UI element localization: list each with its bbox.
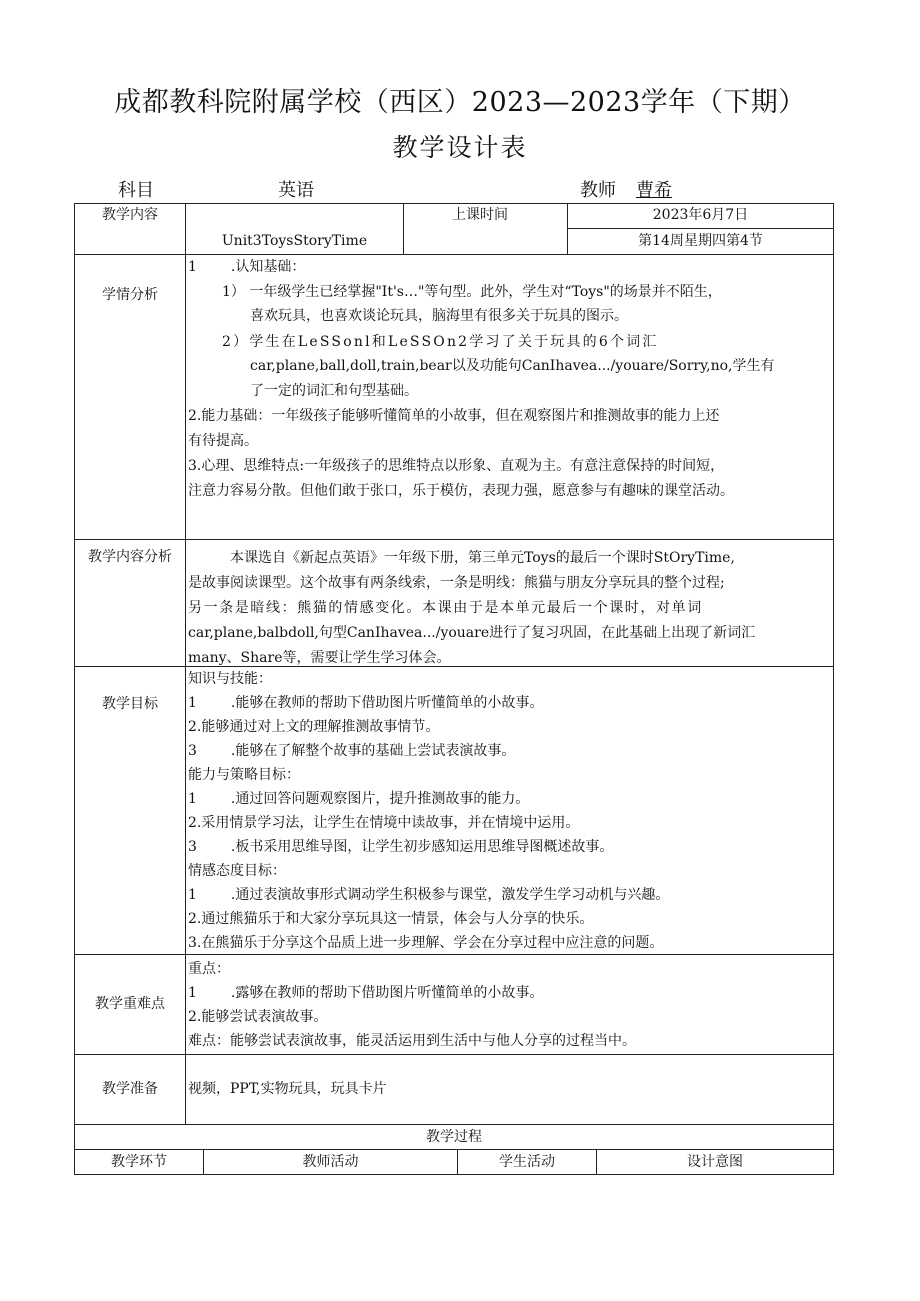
prep-value: 视频，PPT,实物玩具，玩具卡片 — [188, 1081, 387, 1097]
subject-label: 科目 — [118, 180, 154, 201]
process-title: 教学过程 — [426, 1129, 482, 1145]
class-date: 2023年6月7日 — [652, 207, 749, 223]
date-divider — [567, 228, 833, 229]
keypoints-label: 教学重难点 — [95, 996, 165, 1012]
goal-text: .能够在教师的帮助下借助图片听懂简单的小故事。 — [230, 695, 544, 711]
goal-text: .通过表演故事形式调动学生积极参与课堂，激发学生学习动机与兴趣。 — [230, 887, 670, 903]
goal-number: 1 — [188, 695, 197, 711]
content-analysis-line: car,plane,balbdoll,句型CanIhavea.../youare进行了复习巩固，在此基础上出现了新词汇 — [188, 625, 756, 641]
analysis-line — [188, 256, 305, 279]
analysis-line: 3.心理、思维特点:一年级孩子的思维特点以形象、直观为主。有意注意保持的时间短， — [188, 458, 725, 474]
goal-item: 3.在熊猫乐于分享这个品质上进一步理解、学会在分享过程中应注意的问题。 — [188, 935, 664, 951]
goal-item: 2.采用情景学习法，让学生在情境中读故事，并在情境中运用。 — [188, 815, 580, 831]
analysis-line: 2.能力基础：一年级孩子能够听懂简单的小故事，但在观察图片和推测故事的能力上还 — [188, 408, 720, 424]
goal-item — [188, 836, 613, 859]
keypoint-text: .露够在教师的帮助下借助图片听懂简单的小故事。 — [230, 985, 544, 1001]
content-analysis-line: 是故事阅读课型。这个故事有两条线索，一条是明线：熊猫与朋友分享玩具的整个过程; — [188, 575, 725, 591]
analysis-line: 有待提高。 — [188, 433, 258, 449]
goal-item: 2.能够通过对上文的理解推测故事情节。 — [188, 719, 440, 735]
prep-label: 教学准备 — [102, 1081, 158, 1097]
content-analysis-line: 另一条是暗线：熊猫的情感变化。本课由于是本单元最后一个课时，对单词 — [188, 600, 703, 616]
keypoint-item: 2.能够尝试表演故事。 — [188, 1009, 328, 1025]
analysis-line: 了一定的词汇和句型基础。 — [250, 383, 418, 399]
label-column-divider — [185, 203, 186, 1124]
analysis-line: 注意力容易分散。但他们敢于张口，乐于模仿，表现力强，愿意参与有趣味的课堂活动。 — [188, 483, 734, 499]
content-label: 教学内容 — [102, 207, 158, 223]
table-border-left — [74, 203, 75, 1175]
row-divider — [74, 1124, 833, 1125]
analysis-label: 学情分析 — [102, 287, 158, 303]
analysis-text: .认知基础： — [230, 259, 306, 275]
class-period: 第14周星期四第4节 — [638, 233, 763, 249]
goal-number: 1 — [188, 791, 197, 807]
goal-number: 1 — [188, 887, 197, 903]
keypoints-heading: 重点： — [188, 961, 230, 977]
teacher-label: 教师 — [580, 180, 616, 201]
document-title: 教学设计表 — [392, 133, 528, 162]
school-title: 成都教科院附属学校（西区）2023—2023学年（下期） — [114, 87, 806, 118]
goals-heading-ability: 能力与策略目标： — [188, 767, 300, 783]
goals-heading-attitude: 情感态度目标： — [188, 863, 286, 879]
goal-item — [188, 788, 529, 811]
process-col-intent: 设计意图 — [687, 1154, 743, 1170]
content-value: Unit3ToysStoryTime — [221, 233, 368, 249]
subject-value: 英语 — [278, 180, 314, 201]
table-border-right — [833, 203, 834, 1175]
class-time-label: 上课时间 — [452, 207, 508, 223]
goal-item — [188, 740, 515, 763]
keypoint-item — [188, 982, 543, 1005]
goal-number: 3 — [188, 839, 197, 855]
keypoint-number: 1 — [188, 985, 197, 1001]
process-col-teacher: 教师活动 — [302, 1154, 359, 1170]
table-border-bottom — [74, 1174, 833, 1175]
goal-text: .板书采用思维导图，让学生初步感知运用思维导图概述故事。 — [230, 839, 614, 855]
difficulty-text: 难点：能够尝试表演故事，能灵活运用到生活中与他人分享的过程当中。 — [188, 1033, 636, 1049]
analysis-number: 1 — [188, 259, 197, 275]
analysis-line: car,plane,ball,doll,train,bear以及功能句CanIhavea.../youare/Sorry,no,学生有 — [250, 358, 775, 374]
analysis-line: 2）学生在LeSSonl和LeSSOn2学习了关于玩具的6个词汇 — [222, 334, 659, 350]
goal-item — [188, 884, 669, 907]
goals-label: 教学目标 — [102, 696, 158, 712]
analysis-line: 1） 一年级学生已经掌握"It's…"等句型。此外，学生对“Toys"的场景并不陌生， — [222, 284, 722, 300]
row-divider — [74, 1054, 833, 1055]
content-analysis-line: many、Share等，需要让学生学习体会。 — [188, 650, 451, 666]
teacher-value: 曹希 — [636, 180, 672, 201]
row-divider — [74, 539, 833, 540]
goal-number: 3 — [188, 743, 197, 759]
goal-item: 2.通过熊猫乐于和大家分享玩具这一情景，体会与人分享的快乐。 — [188, 911, 594, 927]
goal-text: .能够在了解整个故事的基础上尝试表演故事。 — [230, 743, 516, 759]
row-divider — [74, 254, 833, 255]
analysis-line: 喜欢玩具，也喜欢谈论玩具，脑海里有很多关于玩具的图示。 — [250, 308, 628, 324]
process-col-student: 学生活动 — [499, 1154, 555, 1170]
content-analysis-line: 本课选自《新起点英语》一年级下册，第三单元Toys的最后一个课时StOryTime, — [230, 550, 735, 566]
time-column-divider — [403, 203, 404, 254]
process-col-stage: 教学环节 — [111, 1154, 167, 1170]
goal-item — [188, 692, 543, 715]
goal-text: .通过回答问题观察图片，提升推测故事的能力。 — [230, 791, 530, 807]
goals-heading-knowledge: 知识与技能： — [188, 671, 272, 687]
row-divider — [74, 1149, 833, 1150]
content-analysis-label: 教学内容分析 — [88, 549, 172, 565]
